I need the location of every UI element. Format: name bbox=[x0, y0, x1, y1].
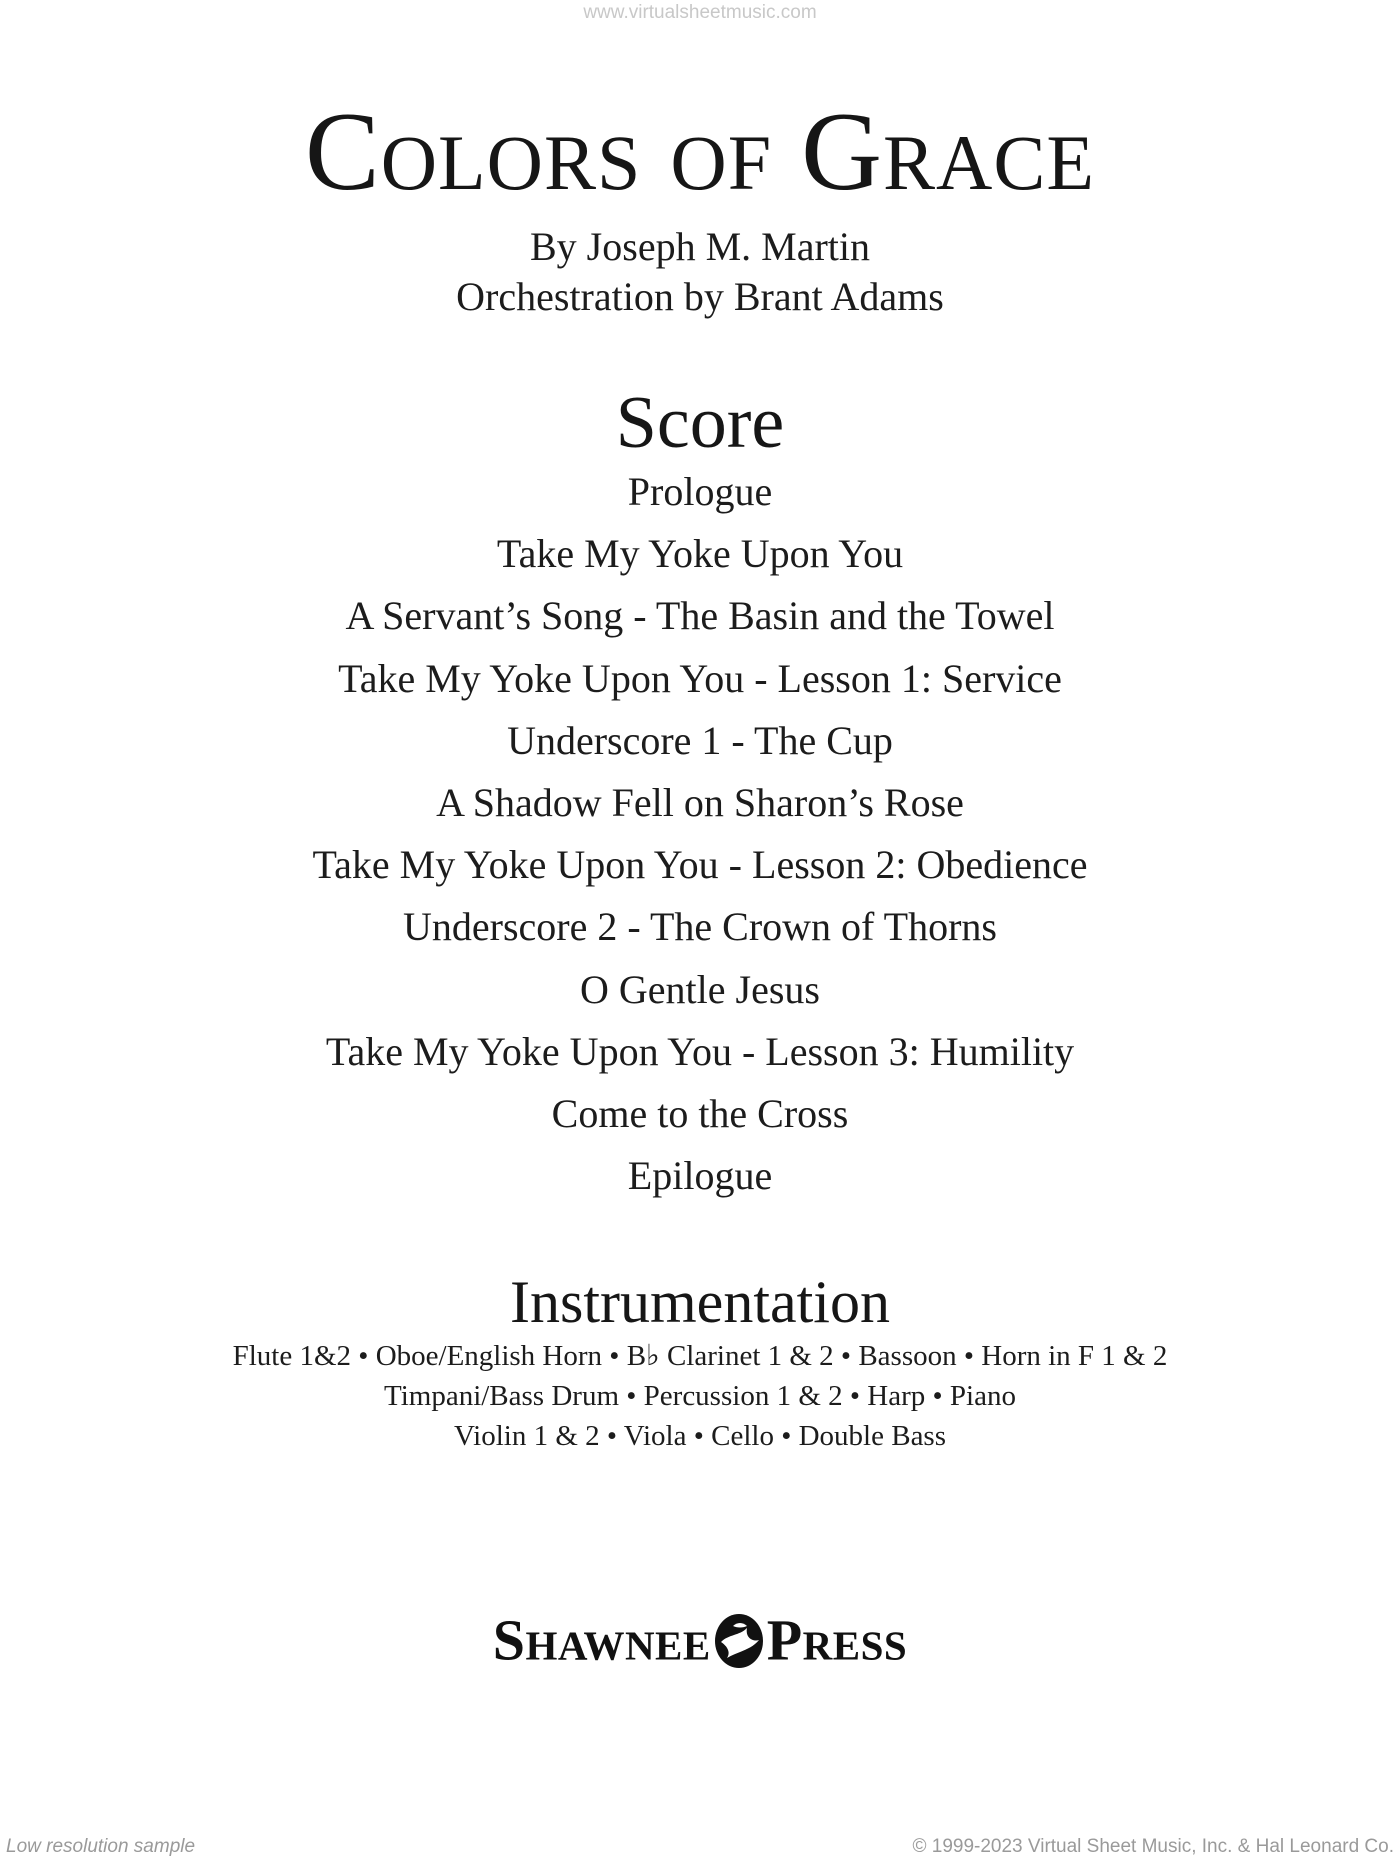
watermark-url: www.virtualsheetmusic.com bbox=[583, 2, 817, 23]
contents-item: A Shadow Fell on Sharon’s Rose bbox=[436, 779, 964, 825]
contents-item: O Gentle Jesus bbox=[580, 966, 820, 1012]
publisher-name-right: Press bbox=[766, 1607, 908, 1673]
contents-item: Prologue bbox=[627, 469, 773, 514]
contents-list bbox=[0, 461, 1400, 1207]
publisher-name-left: Shawnee bbox=[492, 1607, 711, 1673]
composer-credit: By Joseph M. Martin bbox=[530, 224, 870, 269]
contents-item: Underscore 1 - The Cup bbox=[507, 717, 893, 763]
contents-item: Take My Yoke Upon You bbox=[496, 531, 904, 577]
bird-emblem-icon bbox=[713, 1612, 765, 1670]
sample-notice: Low resolution sample bbox=[6, 1836, 196, 1857]
instrumentation-line: Flute 1&2 • Oboe/English Horn • B♭ Clarinet 1 & 2 • Bassoon • Horn in F 1 & 2 bbox=[232, 1340, 1168, 1372]
score-heading: Score bbox=[615, 382, 785, 464]
contents-item: Underscore 2 - The Crown of Thorns bbox=[403, 904, 997, 950]
contents-item: A Servant’s Song - The Basin and the Towel bbox=[345, 593, 1055, 639]
page-title: Colors of Grace bbox=[304, 90, 1096, 214]
contents-item: Epilogue bbox=[627, 1153, 773, 1199]
contents-item: Take My Yoke Upon You - Lesson 3: Humility bbox=[325, 1028, 1075, 1074]
instrumentation-line: Violin 1 & 2 • Viola • Cello • Double Bass bbox=[453, 1420, 947, 1452]
orchestration-credit: Orchestration by Brant Adams bbox=[456, 274, 944, 319]
copyright-notice: © 1999-2023 Virtual Sheet Music, Inc. & Hal Leonard Co. bbox=[912, 1836, 1394, 1857]
contents-item: Take My Yoke Upon You - Lesson 2: Obedience bbox=[312, 842, 1088, 888]
publisher-logo bbox=[0, 1600, 1400, 1676]
contents-item: Take My Yoke Upon You - Lesson 1: Service bbox=[338, 655, 1062, 701]
instrumentation-heading: Instrumentation bbox=[510, 1269, 890, 1335]
instrumentation-line: Timpani/Bass Drum • Percussion 1 & 2 • Harp • Piano bbox=[384, 1380, 1016, 1412]
contents-item: Come to the Cross bbox=[551, 1090, 849, 1136]
